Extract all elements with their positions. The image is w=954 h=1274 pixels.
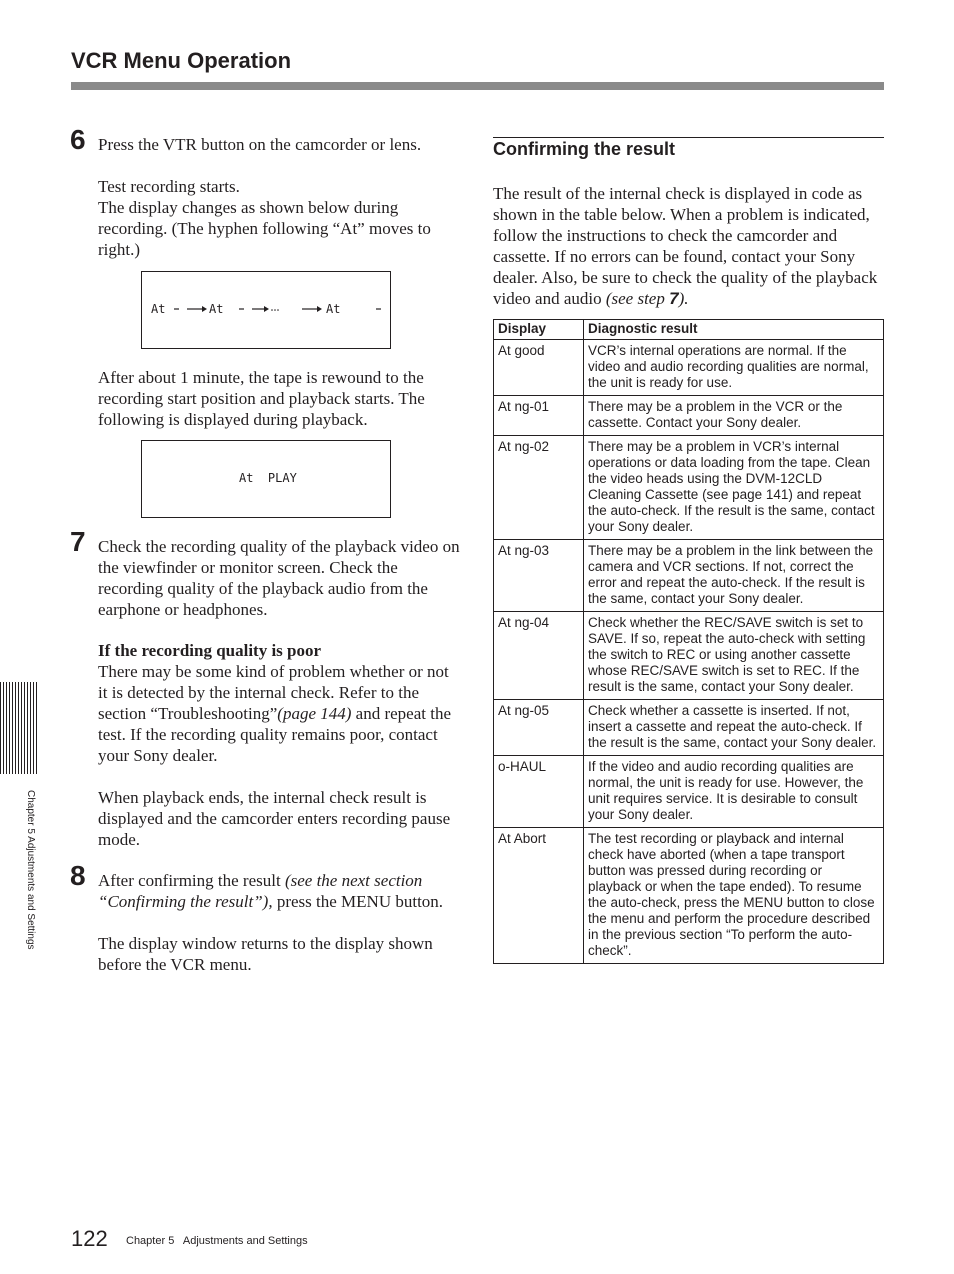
- step-6-number: 6: [70, 124, 86, 155]
- lcd-at-label: At: [209, 302, 224, 316]
- table-row: [494, 700, 884, 756]
- table-row: [494, 756, 884, 828]
- step-8-text: The display window returns to the display shown before the VCR menu.: [98, 934, 433, 974]
- text-run: press the MENU button.: [272, 892, 444, 911]
- step-7-text: When playback ends, the internal check result is displayed and the camcorder enters recording pause mode.: [98, 788, 451, 849]
- text-run: After confirming the result: [98, 871, 285, 890]
- lcd-playback-display: [141, 440, 391, 518]
- column-header-result: Diagnostic result: [584, 320, 884, 340]
- section-title: Confirming the result: [493, 139, 676, 159]
- page-reference: (page 144): [277, 704, 352, 723]
- text-run: There may be some kind of problem whether or not it is detected by the internal check. Refer to the section “Troubleshooting”: [98, 662, 449, 723]
- table-row: [494, 396, 884, 436]
- step-7-text: [98, 661, 460, 766]
- step-6-text: The display changes as shown below during recording. (The hyphen following “At” moves to right.): [98, 198, 431, 259]
- column-header-display: Display: [494, 320, 584, 340]
- display-code: At ng-03: [494, 540, 584, 612]
- cross-reference: (see the next section “Confirming the result”),: [98, 871, 423, 911]
- footer-chapter-label: Chapter 5 Adjustments and Settings: [126, 1235, 308, 1247]
- step-6-text: Test recording starts.: [98, 177, 240, 196]
- table-row: [494, 436, 884, 540]
- side-chapter-label: Chapter 5 Adjustments and Settings: [25, 790, 36, 950]
- text-run: and repeat the test. If the recording quality remains poor, contact your Sony dealer.: [98, 704, 451, 765]
- diagnostic-table: [493, 319, 884, 964]
- lcd-at-label: At: [151, 302, 166, 316]
- page-title: VCR Menu Operation: [71, 48, 292, 73]
- lcd-playback-text: At PLAY: [239, 471, 297, 485]
- display-code: At good: [494, 340, 584, 396]
- text-run: The result of the internal check is displayed in code as shown in the table below. When a problem is indicated, follow the instructions to check the camcorder and cassette. If no errors can be found, contact your Sony dealer. Also, be sure to check the quality of the playback video and audio: [493, 184, 878, 308]
- chapter-tab-marker: [0, 682, 37, 774]
- display-code: At ng-04: [494, 612, 584, 700]
- subheading-text: If the recording quality is poor: [98, 641, 322, 660]
- lcd-at-label: At: [326, 302, 341, 316]
- step-8-number: 8: [70, 860, 86, 891]
- diagnostic-text: VCR’s internal operations are normal. If the video and audio recording qualities are normal, the unit is ready for use.: [584, 340, 884, 396]
- display-code: o-HAUL: [494, 756, 584, 828]
- hyphen-arrow-sequence: [142, 272, 390, 348]
- step-number-ref: 7: [669, 289, 679, 308]
- table-row: [494, 340, 884, 396]
- step-reference: [606, 289, 689, 308]
- text-run: (see step: [605, 289, 670, 308]
- step-7-number: 7: [70, 526, 86, 557]
- table-header-row: [494, 320, 884, 340]
- step-7-subheading: [98, 640, 460, 661]
- page-number: 122: [71, 1226, 108, 1251]
- step-7-text: Check the recording quality of the playback video on the viewfinder or monitor screen. Check the recording quality of the playback audio from the earphone or headphones.: [98, 537, 460, 619]
- display-code: At ng-01: [494, 396, 584, 436]
- display-code: At ng-02: [494, 436, 584, 540]
- diagnostic-text: If the video and audio recording qualities are normal, the unit is ready for use. However, the unit requires service. It is desirable to consult your Sony dealer.: [584, 756, 884, 828]
- section-rule: [493, 137, 884, 138]
- section-intro: [493, 183, 885, 309]
- display-code: At Abort: [494, 828, 584, 964]
- text-run: ).: [678, 289, 689, 308]
- step-6-text: Press the VTR button on the camcorder or lens.: [98, 135, 422, 154]
- diagnostic-text: There may be a problem in the link between the camera and VCR sections. If not, correct the error and repeat the auto-check. If the result is the same, contact your Sony dealer.: [584, 540, 884, 612]
- table-row: [494, 612, 884, 700]
- diagnostic-text: Check whether the REC/SAVE switch is set to SAVE. If so, repeat the auto-check with setting the switch to REC or using another cassette whose REC/SAVE switch is set to REC. If the result is the same, contact your Sony dealer.: [584, 612, 884, 700]
- step-8-text: [98, 870, 460, 912]
- diagnostic-text: There may be a problem in the VCR or the cassette. Contact your Sony dealer.: [584, 396, 884, 436]
- display-code: At ng-05: [494, 700, 584, 756]
- step-6-text: After about 1 minute, the tape is rewound to the recording start position and playback starts. The following is displayed during playback.: [98, 368, 425, 429]
- diagnostic-text: There may be a problem in VCR’s internal operations or data loading from the tape. Clean the video heads using the DVM-12CLD Cleaning Cassette (see page 141) and repeat the auto-check. If the result is the same, contact your Sony dealer.: [584, 436, 884, 540]
- title-rule: [71, 82, 884, 90]
- table-row: [494, 828, 884, 964]
- lcd-recording-display: [141, 271, 391, 349]
- table-row: [494, 540, 884, 612]
- diagnostic-text: The test recording or playback and internal check have aborted (when a tape transport button was pressed during recording or playback or when the tape ended). To resume the auto-check, press the MENU button to close the menu and perform the procedure described in the previous section “To perform the auto-check”.: [584, 828, 884, 964]
- diagnostic-text: Check whether a cassette is inserted. If not, insert a cassette and repeat the auto-check. If the result is the same, contact your Sony dealer.: [584, 700, 884, 756]
